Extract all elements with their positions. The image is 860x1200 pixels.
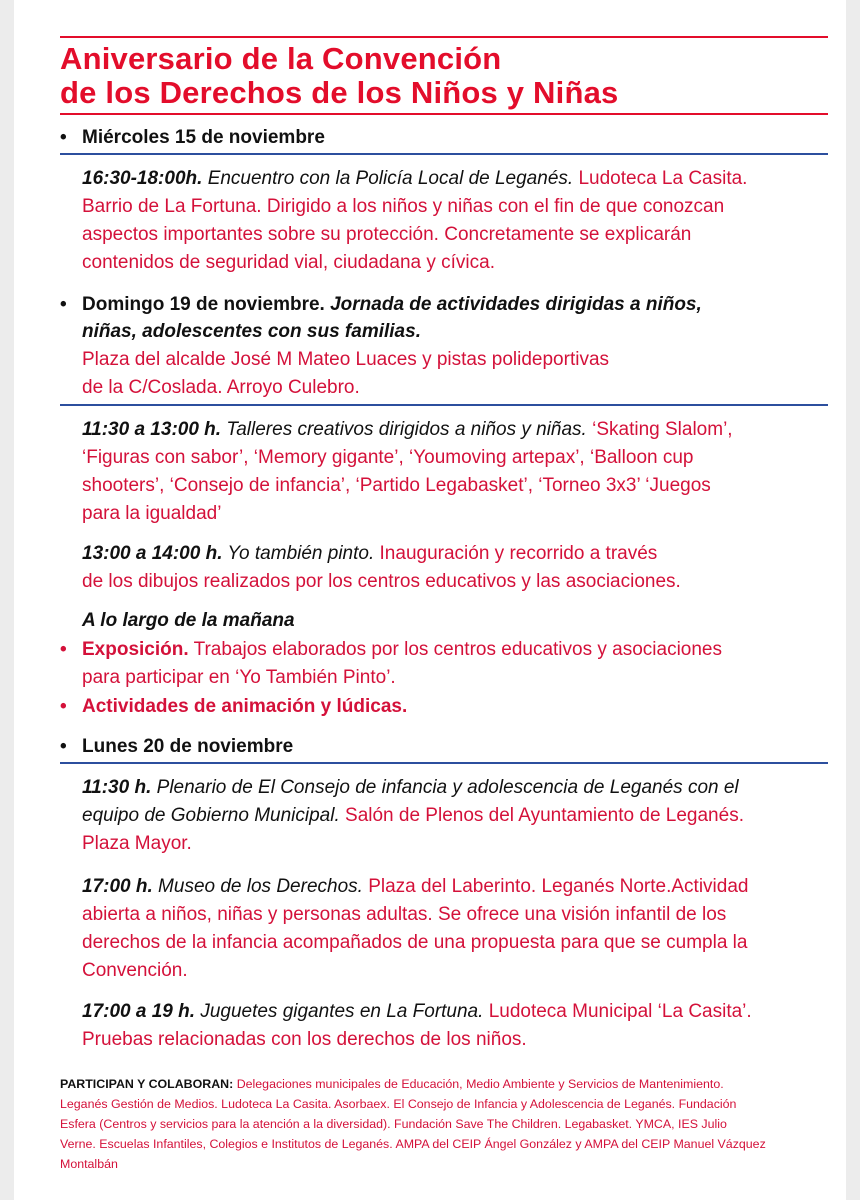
day3-heading: [60, 733, 293, 760]
event-place: Plaza del Laberinto. Leganés Norte.Actividad: [368, 876, 749, 897]
event-description-line: para la igualdad’: [82, 503, 222, 524]
day2-place-line1: Plaza del alcalde José M Mateo Luaces y pistas polideportivas: [82, 349, 610, 370]
event-description-line: Barrio de La Fortuna. Dirigido a los niños y niñas con el fin de que conozcan: [82, 196, 725, 217]
event-description-line: aspectos importantes sobre su protección. Concretamente se explicarán: [82, 224, 692, 245]
day2-event1: [82, 416, 842, 528]
day2-event1-line1: [82, 416, 842, 444]
bullet-icon: •: [60, 127, 67, 148]
event-description-line: Pruebas relacionadas con los derechos de los niños.: [82, 1029, 527, 1050]
event-name-line2: equipo de Gobierno Municipal.: [82, 805, 340, 826]
event-name: Plenario de El Consejo de infancia y adolescencia de Leganés con el: [156, 777, 739, 798]
title-line-2: de los Derechos de los Niños y Niñas: [60, 75, 619, 110]
event-name: Museo de los Derechos.: [158, 876, 363, 897]
day2-event2-line1: [82, 540, 842, 568]
day2-subtitle-line2: niñas, adolescentes con sus familias.: [82, 321, 421, 342]
actividades-item: [60, 693, 840, 721]
event-name: Yo también pinto.: [227, 543, 375, 564]
event-description-line: de los dibujos realizados por los centros educativos y las asociaciones.: [82, 571, 681, 592]
day2-subtitle-line2-wrap: [82, 318, 421, 345]
event-description-line: Convención.: [82, 960, 188, 981]
day1-rule: [60, 153, 828, 155]
title-bottom-rule: [60, 113, 828, 115]
page-title: [60, 42, 830, 110]
event-time: 16:30-18:00h.: [82, 168, 203, 189]
bullet-icon: •: [60, 639, 67, 660]
bullet-icon: •: [60, 294, 67, 315]
day1-event: [82, 165, 842, 277]
event-description-line: derechos de la infancia acompañados de una propuesta para que se cumpla la: [82, 932, 748, 953]
day3-rule: [60, 762, 828, 764]
day3-event3: [82, 998, 842, 1054]
event-time: 11:30 a 13:00 h.: [82, 419, 222, 440]
day2-place: [82, 346, 842, 402]
day3-heading-text: Lunes 20 de noviembre: [82, 736, 294, 757]
event-description-line: abierta a niños, niñas y personas adultas. Se ofrece una visión infantil de los: [82, 904, 727, 925]
event-name: Encuentro con la Policía Local de Leganés.: [207, 168, 574, 189]
day1-heading: [60, 124, 325, 151]
day2-heading-text: Domingo 19 de noviembre.: [82, 294, 325, 315]
event-time: 17:00 a 19 h.: [82, 1001, 196, 1022]
day1-heading-text: Miércoles 15 de noviembre: [82, 127, 325, 148]
event-time: 17:00 h.: [82, 876, 153, 897]
title-top-rule: [60, 36, 828, 38]
event-detail: ‘Skating Slalom’,: [592, 419, 733, 440]
event-place: Ludoteca Municipal ‘La Casita’.: [488, 1001, 752, 1022]
event-description-line: ‘Figuras con sabor’, ‘Memory gigante’, ‘Youmoving artepax’, ‘Balloon cup: [82, 447, 694, 468]
event-description-line: shooters’, ‘Consejo de infancia’, ‘Partido Legabasket’, ‘Torneo 3x3’ ‘Juegos: [82, 475, 711, 496]
footer-line: Verne. Escuelas Infantiles, Colegios e Institutos de Leganés. AMPA del CEIP Ángel González y AMPA del CEIP Manuel Vázquez: [60, 1137, 766, 1151]
morning-heading: A lo largo de la mañana: [82, 610, 295, 631]
footer-line: Esfera (Centros y servicios para la atención a la diversidad). Fundación Save The Children. Legabasket. YMCA, IES Julio: [60, 1117, 727, 1131]
exposicion-label: Exposición.: [82, 639, 189, 660]
event-time: 11:30 h.: [82, 777, 152, 798]
day3-event2: [82, 873, 842, 985]
day2-event2: [82, 540, 842, 596]
day3-event1: [82, 774, 842, 858]
actividades-label: Actividades de animación y lúdicas.: [82, 696, 408, 717]
flyer-page: [14, 0, 846, 1200]
day2-heading: [60, 291, 702, 318]
event-place: Salón de Plenos del Ayuntamiento de Leganés.: [345, 805, 744, 826]
exposicion-text: Trabajos elaborados por los centros educativos y asociaciones: [193, 639, 722, 660]
event-name: Juguetes gigantes en La Fortuna.: [200, 1001, 484, 1022]
exposicion-item: [60, 636, 840, 692]
day2-rule: [60, 404, 828, 406]
exposicion-text-line2: para participar en ‘Yo También Pinto’.: [82, 667, 396, 688]
footer-line: Leganés Gestión de Medios. Ludoteca La Casita. Asorbaex. El Consejo de Infancia y Adolescencia de Leganés. Fundación: [60, 1097, 737, 1111]
event-time: 13:00 a 14:00 h.: [82, 543, 223, 564]
bullet-icon: •: [60, 696, 67, 717]
event-name: Talleres creativos dirigidos a niños y niñas.: [226, 419, 587, 440]
event-place: Ludoteca La Casita.: [578, 168, 748, 189]
day1-event-line1: [82, 165, 842, 193]
event-detail: Inauguración y recorrido a través: [379, 543, 658, 564]
footer-label: PARTICIPAN Y COLABORAN:: [60, 1077, 234, 1091]
event-place-line: Plaza Mayor.: [82, 833, 192, 854]
participants-footer: [60, 1074, 830, 1174]
title-line-1: Aniversario de la Convención: [60, 41, 502, 76]
footer-text: Delegaciones municipales de Educación, Medio Ambiente y Servicios de Mantenimiento.: [236, 1077, 724, 1091]
event-description-line: contenidos de seguridad vial, ciudadana y cívica.: [82, 252, 495, 273]
footer-line: Montalbán: [60, 1157, 118, 1171]
day2-place-line2: de la C/Coslada. Arroyo Culebro.: [82, 377, 360, 398]
day2-subtitle-line1: Jornada de actividades dirigidas a niños,: [330, 294, 702, 315]
bullet-icon: •: [60, 736, 67, 757]
